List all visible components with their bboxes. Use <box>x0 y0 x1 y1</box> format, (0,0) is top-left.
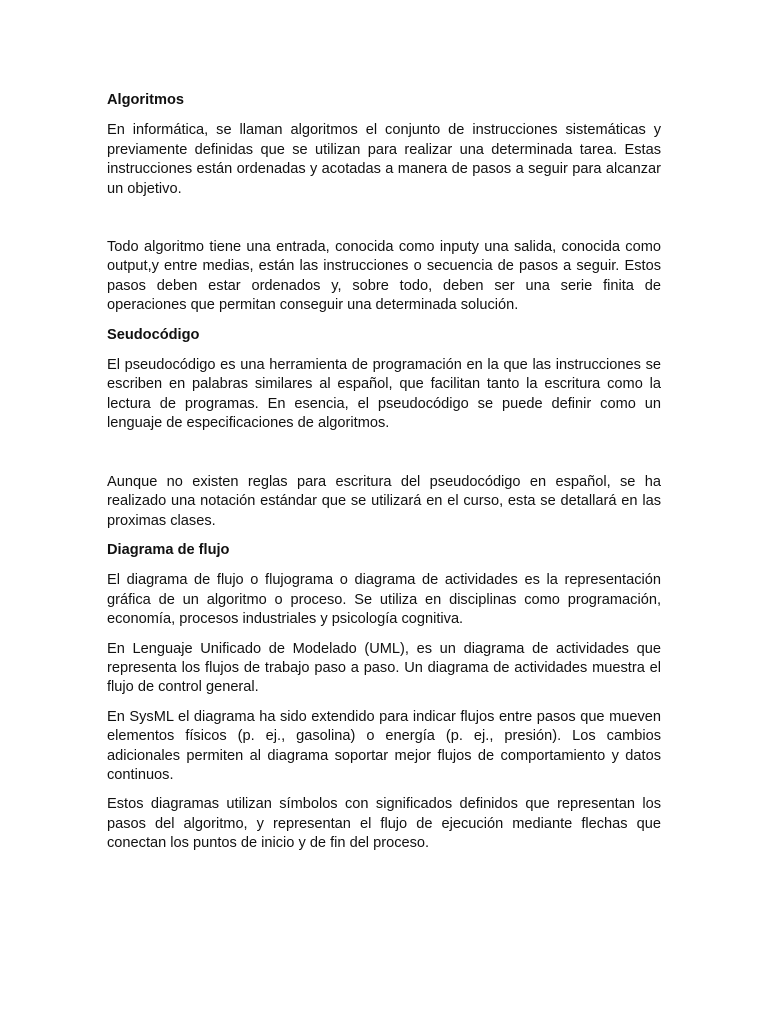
document-page <box>107 91 661 864</box>
section-seudocodigo <box>107 326 661 531</box>
paragraph: El pseudocódigo es una herramienta de programación en la que las instrucciones se escriben en palabras similares al español, que facilitan tanto la escritura como la lectura de programas. En esencia, el pseudocódigo se puede definir como un lenguaje de especificaciones de algoritmos. <box>107 357 661 432</box>
section-diagrama-de-flujo <box>107 541 661 854</box>
paragraph: Estos diagramas utilizan símbolos con significados definidos que representan los pasos del algoritmo, y representan el flujo de ejecución mediante flechas que conectan los puntos de inicio y de fin del proceso. <box>107 796 661 852</box>
section-algoritmos <box>107 91 661 316</box>
paragraph: Todo algoritmo tiene una entrada, conocida como inputy una salida, conocida como output,y entre medias, están las instrucciones o secuencia de pasos a seguir. Estos pasos deben estar ordenados y, sobre todo, deben ser una serie finita de operaciones que permitan conseguir una determinada solución. <box>107 239 661 314</box>
section-heading: Algoritmos <box>107 92 185 108</box>
section-heading: Seudocódigo <box>107 326 200 343</box>
paragraph: El diagrama de flujo o flujograma o diagrama de actividades es la representación gráfica de un algoritmo o proceso. Se utiliza en disciplinas como programación, economía, procesos industriales y psicología cognitiva. <box>107 572 661 628</box>
paragraph-spacer <box>107 444 661 473</box>
paragraph: En SysML el diagrama ha sido extendido para indicar flujos entre pasos que mueven elementos físicos (p. ej., gasolina) o energía (p. ej., presión). Los cambios adicionales permiten al diagrama soportar mejor flujos de comportamiento y datos continuos. <box>107 708 661 783</box>
section-heading: Diagrama de flujo <box>107 541 230 558</box>
paragraph: Aunque no existen reglas para escritura del pseudocódigo en español, se ha realizado una notación estándar que se utilizará en el curso, esta se detallará en las proximas clases. <box>107 473 661 529</box>
paragraph: En informática, se llaman algoritmos el conjunto de instrucciones sistemáticas y previamente definidas que se utilizan para realizar una determinada tarea. Estas instrucciones están ordenadas y acotadas a manera de pasos a seguir para alcanzar un objetivo. <box>107 122 661 197</box>
paragraph: En Lenguaje Unificado de Modelado (UML), es un diagrama de actividades que representa los flujos de trabajo paso a paso. Un diagrama de actividades muestra el flujo de control general. <box>107 640 661 696</box>
paragraph-spacer <box>107 209 661 238</box>
